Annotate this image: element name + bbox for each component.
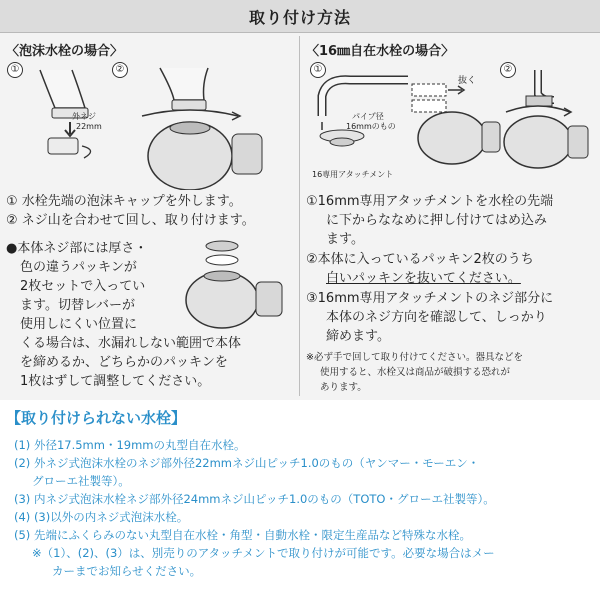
unsupported-faucets-title: 【取り付けられない水栓】 [6, 409, 187, 427]
right-step1-line1: ①16mm専用アタッチメントを水栓の先端 [306, 194, 554, 209]
list-item: (5) 先端にふくらみのない丸型自在水栓・角型・自動水栓・限定生産品など特殊な水栓。 [14, 528, 471, 542]
right-step3-line2: 本体のネジ方向を確認して、しっかり [326, 310, 547, 325]
left-heading: 〈泡沫水栓の場合〉 [6, 44, 124, 59]
note-line-4: ます。切替レバーが [20, 298, 136, 313]
right-step1-number: ① [310, 62, 326, 78]
caution-line-3: あります。 [320, 382, 367, 393]
left-step2-number: ② [112, 62, 128, 78]
note-line-5: 使用しにくい位置に [20, 317, 138, 332]
note-line-7: を締めるか、どちらかのパッキンを [20, 355, 228, 370]
column-divider [299, 36, 300, 396]
thread-size-label: 22mm [76, 122, 102, 131]
pipe-size-label: 16mmのもの [346, 122, 396, 131]
right-step2-line2: 白いパッキンを抜いてください。 [326, 271, 521, 286]
list-note: ※（1）、(2)、(3）は、別売りのアタッチメントで取り付けが可能です。必要な場合はメー [32, 546, 495, 560]
thread-label: 外ネジ [72, 112, 96, 121]
caution-line-1: ※必ず手で回して取り付けてください。器具などを [306, 352, 523, 363]
right-step2-number: ② [500, 62, 516, 78]
page-title: 取り付け方法 [0, 0, 600, 33]
packing-illustration [180, 238, 292, 330]
unsupported-faucets-list [14, 436, 594, 580]
right-step2-line1: ②本体に入っているパッキン2枚のうち [306, 252, 534, 267]
list-item: (2) 外ネジ式泡沫水栓のネジ部外径22mmネジ山ピッチ1.0のもの（ヤンマー・モーエン・ [14, 456, 480, 470]
note-line-2: 色の違うパッキンが [20, 260, 137, 275]
note-line-8: 1枚はずして調整してください。 [20, 374, 211, 389]
right-step1-line2: に下からななめに押し付けてはめ込み [326, 213, 548, 228]
list-item: (1) 外径17.5mm・19mmの丸型自在水栓。 [14, 438, 246, 452]
note-line-6: くる場合は、水漏れしない範囲で本体 [20, 336, 242, 351]
left-step2-text: ② ネジ山を合わせて回し、取り付けます。 [6, 213, 255, 228]
list-item: グローエ社製等）。 [32, 474, 130, 488]
right-step3-line1: ③16mm専用アタッチメントのネジ部分に [306, 291, 554, 306]
list-item: (3) 内ネジ式泡沫水栓ネジ部外径24mmネジ山ピッチ1.0のもの（TOTO・グローエ社製等）。 [14, 492, 495, 506]
list-note: カーまでお知らせください。 [52, 564, 202, 578]
left-step1-text: ① 水栓先端の泡沫キャップを外します。 [6, 194, 242, 209]
right-heading: 〈16㎜自在水栓の場合〉 [306, 44, 455, 59]
purifier-attach-illustration [112, 62, 292, 190]
pull-out-label: 抜く [458, 76, 477, 86]
list-item: (4) (3)以外の内ネジ式泡沫水栓。 [14, 510, 189, 524]
right-step3-line3: 締めます。 [326, 329, 390, 344]
pipe-diameter-label: パイプ径 [352, 112, 384, 121]
attachment-label: 16専用アタッチメント [312, 170, 394, 179]
left-step1-number: ① [7, 62, 23, 78]
right-step1-line3: ます。 [326, 232, 364, 247]
caution-line-2: 使用すると、水栓又は商品が破損する恐れが [320, 367, 511, 378]
note-line-3: 2枚セットで入ってい [20, 279, 146, 294]
note-line-1: ●本体ネジ部には厚さ・ [6, 241, 148, 256]
attachment-mounted-illustration [498, 66, 592, 170]
